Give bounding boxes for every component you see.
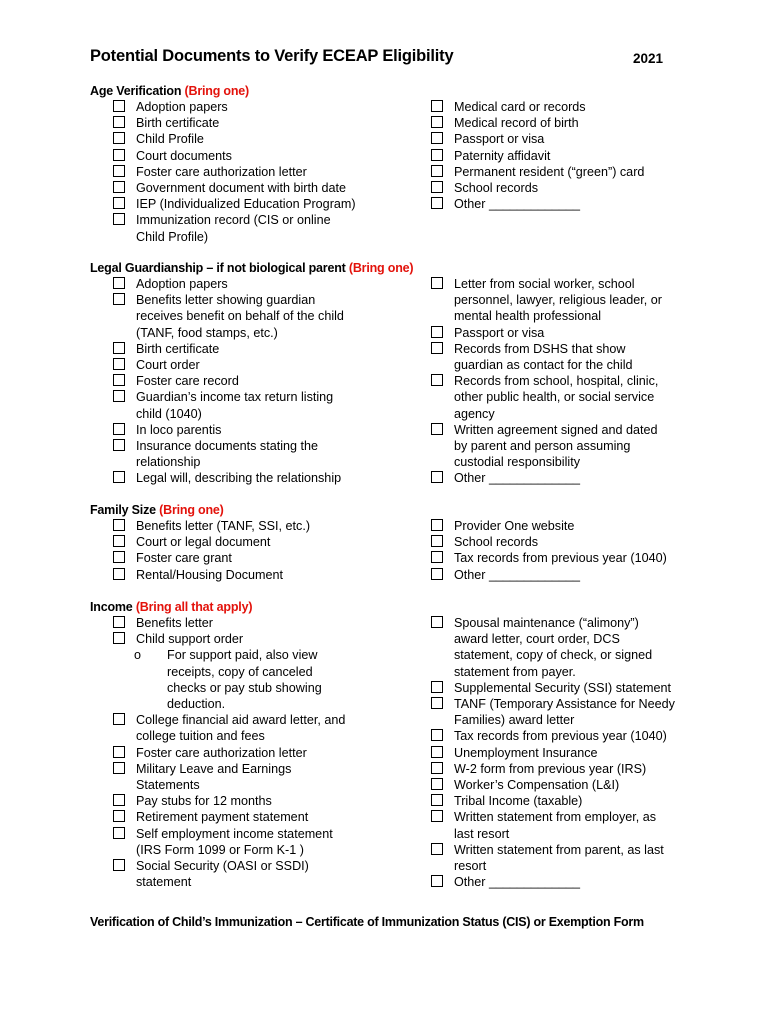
checkbox[interactable] — [431, 843, 443, 855]
checklist-item[interactable] — [428, 842, 688, 874]
left-checklist — [110, 615, 370, 890]
checklist-item[interactable] — [110, 164, 370, 180]
checkbox[interactable] — [431, 697, 443, 709]
checklist-item-label: Child support order — [136, 632, 244, 647]
checkbox[interactable] — [113, 197, 125, 209]
checkbox[interactable] — [431, 551, 443, 563]
checkbox[interactable] — [113, 390, 125, 402]
checkbox[interactable] — [113, 762, 125, 774]
checkbox[interactable] — [113, 342, 125, 354]
checkbox[interactable] — [113, 632, 125, 644]
checklist-item[interactable] — [428, 777, 688, 793]
checklist-item-label: School records — [454, 535, 538, 550]
checklist-item-label: Tribal Income (taxable) — [454, 794, 583, 809]
checklist-item-label: Medical record of birth — [454, 116, 579, 131]
checkbox[interactable] — [113, 616, 125, 628]
checkbox[interactable] — [113, 358, 125, 370]
checklist-item[interactable] — [428, 745, 688, 761]
checklist-item-label: Military Leave and Earnings — [136, 761, 292, 776]
checklist-item-label: W-2 form from previous year (IRS) — [454, 761, 647, 776]
checkbox[interactable] — [113, 149, 125, 161]
checklist-item[interactable] — [428, 341, 688, 373]
checklist-item-label: mental health professional — [454, 309, 602, 324]
checklist-item-label: Other _____________ — [454, 197, 581, 212]
checklist-item-label: Child Profile — [136, 132, 204, 147]
checkbox[interactable] — [113, 132, 125, 144]
checkbox[interactable] — [431, 778, 443, 790]
sub-bullet-text: deduction. — [167, 697, 226, 712]
checkbox[interactable] — [113, 100, 125, 112]
checklist-item[interactable] — [428, 148, 688, 164]
checklist-item-label: (TANF, food stamps, etc.) — [136, 325, 278, 340]
checklist-item-label: Government document with birth date — [136, 181, 347, 196]
checkbox[interactable] — [113, 859, 125, 871]
checklist-item[interactable] — [110, 745, 370, 761]
checkbox[interactable] — [431, 423, 443, 435]
checklist-item-label: college tuition and fees — [136, 729, 265, 744]
checklist-item-label: (IRS Form 1099 or Form K-1 ) — [136, 842, 304, 857]
checklist-item[interactable] — [428, 793, 688, 809]
checklist-item-label: award letter, court order, DCS — [454, 632, 620, 647]
checklist-item-label: Rental/Housing Document — [136, 567, 284, 582]
checklist-item-label: Written statement from parent, as last — [454, 842, 664, 857]
checklist-item-label: Statements — [136, 778, 200, 793]
document-title: Potential Documents to Verify ECEAP Eligibility — [90, 47, 454, 65]
checkbox[interactable] — [113, 519, 125, 531]
checklist-item[interactable] — [428, 696, 688, 728]
checkbox[interactable] — [113, 471, 125, 483]
checklist-item[interactable] — [428, 422, 688, 471]
checklist-item[interactable] — [110, 389, 370, 421]
checkbox[interactable] — [113, 746, 125, 758]
checklist-item[interactable] — [428, 325, 688, 341]
checkbox[interactable] — [431, 165, 443, 177]
checklist-item-label: statement, copy of check, or signed — [454, 648, 653, 663]
checklist-item-label: Retirement payment statement — [136, 810, 309, 825]
checklist-item-label: relationship — [136, 455, 201, 470]
checklist-item-label: Benefits letter — [136, 616, 214, 630]
checkbox[interactable] — [113, 213, 125, 225]
section-heading — [90, 502, 690, 518]
checklist-item-label: Records from school, hospital, clinic, — [454, 374, 659, 389]
checkbox[interactable] — [113, 439, 125, 451]
checklist-item-label: Tax records from previous year (1040) — [454, 551, 667, 566]
checklist-item[interactable] — [428, 131, 688, 147]
checkbox[interactable] — [431, 100, 443, 112]
checklist-item[interactable] — [110, 115, 370, 131]
sub-bullet-line — [110, 680, 370, 696]
checklist-item-label: Foster care grant — [136, 551, 232, 566]
section-heading-text: Age Verification — [90, 84, 185, 98]
checklist-item-label: Immunization record (CIS or online — [136, 213, 331, 228]
checkbox[interactable] — [113, 794, 125, 806]
checkbox[interactable] — [431, 149, 443, 161]
checkbox[interactable] — [113, 374, 125, 386]
checkbox[interactable] — [113, 535, 125, 547]
checklist-item-label: last resort — [454, 826, 510, 841]
checkbox[interactable] — [431, 729, 443, 741]
checklist-item-label: custodial responsibility — [454, 455, 580, 470]
checkbox[interactable] — [431, 116, 443, 128]
left-checklist — [110, 276, 370, 487]
section-age-verification — [90, 83, 690, 244]
checklist-item[interactable] — [428, 615, 688, 680]
checklist-item[interactable] — [110, 212, 370, 244]
checklist-item-label: Social Security (OASI or SSDI) — [136, 859, 309, 874]
checkbox[interactable] — [431, 197, 443, 209]
checklist-item[interactable] — [110, 858, 370, 890]
checklist-item[interactable] — [428, 180, 688, 196]
checklist-item-label: Benefits letter showing guardian — [136, 293, 316, 308]
checkbox[interactable] — [431, 535, 443, 547]
checkbox[interactable] — [431, 519, 443, 531]
checklist-item[interactable] — [110, 438, 370, 470]
checklist-item[interactable] — [428, 567, 688, 583]
checkbox[interactable] — [113, 293, 125, 305]
sub-bullet-line — [110, 647, 370, 663]
checklist-item[interactable] — [110, 131, 370, 147]
checkbox[interactable] — [431, 132, 443, 144]
checklist-item[interactable] — [428, 680, 688, 696]
checklist-item-label: agency — [454, 406, 495, 421]
section-heading-text: Legal Guardianship – if not biological parent — [90, 261, 349, 275]
checklist-item-label: Adoption papers — [136, 277, 228, 291]
checklist-item-label: Letter from social worker, school — [454, 277, 635, 291]
checkbox[interactable] — [431, 568, 443, 580]
checklist-item[interactable] — [110, 373, 370, 389]
checklist-item-label: Legal will, describing the relationship — [136, 471, 342, 486]
checklist-item-label: Other _____________ — [454, 875, 581, 890]
checklist-item-label: In loco parentis — [136, 422, 222, 437]
checkbox[interactable] — [113, 116, 125, 128]
immunization-footer: Verification of Child’s Immunization – Certificate of Immunization Status (CIS) or Exemption Form — [90, 915, 644, 929]
checklist-item-label: Court order — [136, 358, 200, 373]
checklist-item-label: statement from payer. — [454, 664, 576, 679]
checkbox[interactable] — [431, 277, 443, 289]
checklist-item-label: Passport or visa — [454, 325, 545, 340]
checklist-item-label: Court or legal document — [136, 535, 271, 550]
section-heading — [90, 83, 690, 99]
checklist-item[interactable] — [110, 518, 370, 534]
section-family-size — [90, 502, 690, 582]
checklist-item[interactable] — [428, 728, 688, 744]
checklist-item-label: Written agreement signed and dated — [454, 422, 658, 437]
checklist-item[interactable] — [428, 518, 688, 534]
checklist-item[interactable] — [110, 470, 370, 486]
checklist-item[interactable] — [110, 615, 370, 631]
checklist-item-label: Birth certificate — [136, 116, 220, 131]
checklist-item-label: Families) award letter — [454, 713, 575, 728]
checklist-item-label: Foster care record — [136, 374, 239, 389]
checklist-item-label: child (1040) — [136, 406, 202, 421]
section-hint: (Bring one) — [184, 84, 250, 98]
section-income — [90, 599, 690, 890]
checkbox[interactable] — [431, 810, 443, 822]
checklist-item-label: Foster care authorization letter — [136, 745, 307, 760]
checklist-item-label: Spousal maintenance (“alimony”) — [454, 616, 639, 630]
checklist-item-label: Adoption papers — [136, 100, 228, 114]
checklist-item[interactable] — [110, 196, 370, 212]
checklist-item[interactable] — [110, 567, 370, 583]
sub-bullet-line — [110, 664, 370, 680]
checkbox[interactable] — [431, 794, 443, 806]
section-legal-guardianship — [90, 260, 690, 486]
checklist-item[interactable] — [110, 148, 370, 164]
checklist-item-label: Court documents — [136, 148, 232, 163]
sub-bullet-text: checks or pay stub showing — [167, 680, 322, 695]
checklist-item[interactable] — [110, 826, 370, 858]
section-heading — [90, 599, 690, 615]
sub-bullet-text: receipts, copy of canceled — [167, 664, 313, 679]
checklist-item[interactable] — [428, 164, 688, 180]
checkbox[interactable] — [113, 713, 125, 725]
checklist-item-label: other public health, or social service — [454, 390, 655, 405]
checkbox[interactable] — [431, 374, 443, 386]
right-checklist — [428, 518, 688, 583]
checklist-item-label: Provider One website — [454, 519, 575, 533]
checklist-item[interactable] — [428, 809, 688, 841]
checklist-item-label: Child Profile) — [136, 229, 209, 244]
checkbox[interactable] — [113, 551, 125, 563]
checkbox[interactable] — [431, 746, 443, 758]
section-hint: (Bring one) — [159, 503, 224, 517]
checkbox[interactable] — [113, 277, 125, 289]
checklist-item-label: Other _____________ — [454, 471, 581, 486]
checklist-item-label: receives benefit on behalf of the child — [136, 309, 344, 324]
checklist-item-label: resort — [454, 859, 487, 874]
checklist-item[interactable] — [110, 357, 370, 373]
checkbox[interactable] — [431, 616, 443, 628]
checklist-item-label: IEP (Individualized Education Program) — [136, 197, 356, 212]
checklist-item[interactable] — [110, 761, 370, 793]
checklist-item-label: Insurance documents stating the — [136, 439, 319, 454]
checklist-item[interactable] — [428, 99, 688, 115]
right-checklist — [428, 276, 688, 487]
checklist-item[interactable] — [428, 874, 688, 890]
checkbox[interactable] — [113, 165, 125, 177]
document-year: 2021 — [633, 51, 664, 66]
checklist-item[interactable] — [110, 793, 370, 809]
checklist-item-label: Benefits letter (TANF, SSI, etc.) — [136, 519, 311, 533]
section-hint: (Bring one) — [348, 261, 414, 275]
checklist-item-label: by parent and person assuming — [454, 439, 631, 454]
section-heading-text: Income — [90, 600, 136, 614]
section-heading — [90, 260, 690, 276]
checklist-item-label: Tax records from previous year (1040) — [454, 729, 667, 744]
checklist-item[interactable] — [110, 631, 370, 647]
left-checklist — [110, 518, 370, 583]
checklist-item-label: Worker’s Compensation (L&I) — [454, 778, 620, 793]
checkbox[interactable] — [113, 827, 125, 839]
checklist-item-label: personnel, lawyer, religious leader, or — [454, 293, 662, 308]
checklist-item[interactable] — [428, 534, 688, 550]
bullet-marker: o — [134, 648, 142, 663]
checklist-item[interactable] — [110, 99, 370, 115]
checkbox[interactable] — [113, 423, 125, 435]
checklist-item[interactable] — [110, 341, 370, 357]
section-heading-text: Family Size — [90, 503, 160, 517]
checkbox[interactable] — [431, 326, 443, 338]
checklist-item-label: Foster care authorization letter — [136, 164, 307, 179]
checklist-item-label: Permanent resident (“green”) card — [454, 164, 645, 179]
left-checklist — [110, 99, 370, 245]
checklist-item[interactable] — [428, 373, 688, 422]
checkbox[interactable] — [431, 342, 443, 354]
checklist-item-label: Passport or visa — [454, 132, 545, 147]
checklist-item-label: Other _____________ — [454, 567, 581, 582]
checklist-item-label: College financial aid award letter, and — [136, 713, 346, 728]
checklist-item-label: Birth certificate — [136, 341, 220, 356]
sub-bullet-line — [110, 696, 370, 712]
checklist-item[interactable] — [110, 422, 370, 438]
right-checklist — [428, 615, 688, 890]
checklist-item[interactable] — [428, 115, 688, 131]
checklist-item[interactable] — [428, 550, 688, 566]
checkbox[interactable] — [431, 471, 443, 483]
checklist-item-label: Written statement from employer, as — [454, 810, 657, 825]
checklist-item[interactable] — [110, 712, 370, 744]
checkbox[interactable] — [113, 181, 125, 193]
checklist-item[interactable] — [428, 196, 688, 212]
checklist-item-label: statement — [136, 875, 192, 890]
checklist-item-label: Supplemental Security (SSI) statement — [454, 680, 671, 695]
checkbox[interactable] — [431, 681, 443, 693]
checkbox[interactable] — [431, 181, 443, 193]
checkbox[interactable] — [431, 762, 443, 774]
checkbox[interactable] — [431, 875, 443, 887]
checklist-item[interactable] — [110, 550, 370, 566]
checkbox[interactable] — [113, 810, 125, 822]
checkbox[interactable] — [113, 568, 125, 580]
checklist-item[interactable] — [428, 470, 688, 486]
checklist-item-label: guardian as contact for the child — [454, 358, 633, 373]
checklist-item[interactable] — [428, 761, 688, 777]
checklist-item-label: TANF (Temporary Assistance for Needy — [454, 697, 675, 712]
section-hint: (Bring all that apply) — [135, 600, 253, 614]
checklist-item[interactable] — [110, 180, 370, 196]
checklist-item[interactable] — [110, 276, 370, 292]
checklist-item-label: Pay stubs for 12 months — [136, 794, 272, 809]
checklist-item-label: Paternity affidavit — [454, 148, 551, 163]
checklist-item-label: Guardian’s income tax return listing — [136, 390, 334, 405]
checklist-item-label: Self employment income statement — [136, 826, 333, 841]
checklist-item[interactable] — [110, 534, 370, 550]
right-checklist — [428, 99, 688, 212]
checklist-item[interactable] — [110, 809, 370, 825]
checklist-item-label: School records — [454, 181, 538, 196]
checklist-item-label: Unemployment Insurance — [454, 745, 598, 760]
checklist-item-label: Records from DSHS that show — [454, 341, 626, 356]
checklist-item[interactable] — [428, 276, 688, 325]
checklist-item[interactable] — [110, 292, 370, 341]
checklist-item-label: Medical card or records — [454, 100, 586, 114]
sub-bullet-text: For support paid, also view — [167, 648, 318, 663]
